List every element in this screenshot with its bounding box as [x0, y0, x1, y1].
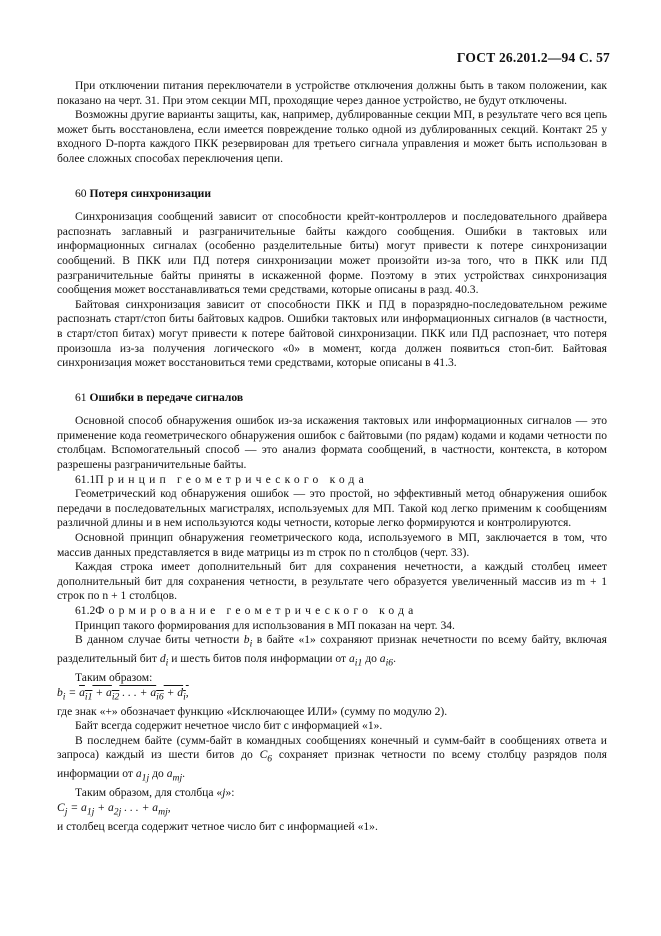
subsection-heading-61-2: 61.2Формирование геометрического кода — [75, 604, 418, 617]
paragraph: При отключении питания переключатели в устройстве отключения должны быть в таком положении, как показано на черт. 31. При этом секции МП, проходящие через данное устройство, не будут отключены. — [57, 79, 607, 107]
paragraph: Байт всегда содержит нечетное число бит с информацией «1». — [75, 719, 383, 733]
paragraph: Синхронизация сообщений зависит от способности крейт-контроллеров и последовательного драйвера распознать заглавный и разграничительные байты каждого сообщения. Ошибки в тактовых или информационных сигналах (особенно разделительные биты) могут привести к потере синхронизации сообщений. В ПКК или ПД потеря синхронизации может произойти из-за того, что в ПКК или ПД разграничительные байты приняты в искаженной форме. Поэтому в этих устройствах синхронизация сообщения может восстанавливаться теми средствами, которые описаны в разд. 40.3. — [57, 210, 607, 297]
formula-row-parity: $b_i = a_{i1} + a_{i2}$ . . . + $a_{i6} + d_i$, — [57, 685, 189, 702]
subsection-heading-61-1: 61.1Принцип геометрического кода — [75, 472, 368, 486]
paragraph: Основной принцип обнаружения геометрического кода, используемого в МП, заключается в том, что массив данных представляется в виде матрицы из m строк по n столбцов (черт. 33). — [57, 531, 607, 559]
formula-column-parity: $C_j = a_{1j} + a_{2j}$ . . . + $a_{mj}$, — [57, 800, 171, 817]
paragraph: Принцип такого формирования для использования в МП показан на черт. 34. — [75, 618, 455, 632]
paragraph: Таким образом: — [75, 671, 153, 684]
paragraph: где знак «+» обозначает функцию «Исключающее ИЛИ» (сумму по модулю 2). — [57, 704, 448, 718]
paragraph: Таким образом, для столбца «j»: — [75, 786, 235, 800]
paragraph: В последнем байте (сумм-байт в командных сообщениях конечный и сумм-байт в сообщениях ответа и запроса) каждый из шести битов до $C_6$ сохраняет признак четности по всему столбцу разрядов поля информации от $a_{1j}$ до $a_{mj}$. — [57, 733, 607, 784]
paragraph: Каждая строка имеет дополнительный бит для сохранения нечетности, а каждый столбец имеет дополнительный бит для сохранения четности, в результате чего образуется увеличенный массив из m + 1 строк по n + 1 столбцов. — [57, 560, 607, 603]
paragraph: Геометрический код обнаружения ошибок — это простой, но эффективный метод обнаружения ошибок передачи в последовательных магистралях, используемых для МП. Такой код легко применим к сообщениям различной длины и в нем используются коды четности, которые легко формируются и контролируются. — [57, 487, 607, 530]
section-heading-60: 60 Потеря синхронизации — [75, 186, 212, 200]
paragraph: В данном случае биты четности $b_i$ в байте «1» сохраняют признак нечетности по всему байту, включая разделительный бит $d_i$ и шесть битов поля информации от $a_{i1}$ до $a_{i6}$. — [57, 633, 607, 669]
paragraph: Возможны другие варианты защиты, как, например, дублированные секции МП, в результате чего вся цепь может быть восстановлена, если имеется повреждение только одной из дублированных секций. Контакт 25 у входного D-порта каждого ПКК резервирован для третьего сигнала управления и может быть использован в более сложных способах переключения цепи. — [57, 108, 607, 165]
paragraph: и столбец всегда содержит четное число бит с информацией «1». — [57, 819, 378, 833]
page-header: ГОСТ 26.201.2—94 С. 57 — [456, 50, 610, 65]
paragraph: Байтовая синхронизация зависит от способности ПКК и ПД в поразрядно-последовательном режиме распознать старт/стоп биты байтовых кадров. Ошибки тактовых или информационных сигналов (в частности, в старт/стоп битах) могут привести к потере байтовой синхронизации. ПКК или ПД распознает, что потеря произошла из-за получения логического «0» в момент, когда должен появиться стоп-бит. Байтовая синхронизация может восстановиться теми средствами, которые описаны в 41.3. — [57, 297, 607, 370]
document-body — [57, 79, 607, 834]
paragraph: Основной способ обнаружения ошибок из-за искажения тактовых или информационных сигналов — это применение кода геометрического обнаружения ошибок с байтовыми (по рядам) кодами и кодами четности по столбцам. Вспомогательный способ — это анализ формата сообщений, в частности, контекста, в котором разрешены разграничительные байты. — [57, 414, 607, 472]
section-heading-61: 61 Ошибки в передаче сигналов — [75, 390, 244, 404]
